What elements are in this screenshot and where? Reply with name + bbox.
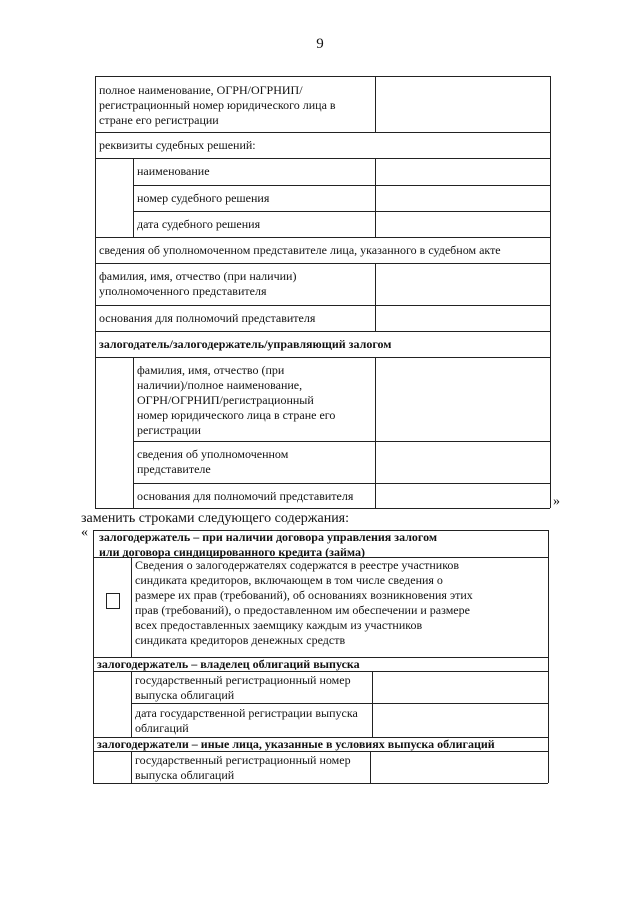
row-divider xyxy=(133,441,550,442)
representative-name-label: фамилия, имя, отчество (при наличии) уполномоченного представителя xyxy=(99,269,297,298)
row-divider xyxy=(95,357,550,358)
pledgor-section-title: залогодатель/залогодержатель/управляющий залогом xyxy=(99,337,392,351)
row-divider xyxy=(95,331,550,332)
pledgor-authority-label: основания для полномочий представителя xyxy=(137,489,354,503)
decision-date-label: дата судебного решения xyxy=(137,217,261,231)
bond-registration-number-label-2: государственный регистрационный номер выпуска облигаций xyxy=(135,753,351,782)
syndicate-title-line1: залогодержатель – при наличии договора управления залогом xyxy=(99,530,438,544)
col-divider xyxy=(131,671,132,737)
authority-basis-label: основания для полномочий представителя xyxy=(99,311,316,325)
pledgor-name-label: фамилия, имя, отчество (при наличии)/полное наименование, ОГРН/ОГРНИП/регистрационный номер юридического лица в стране его регистрации xyxy=(137,363,336,437)
row-divider xyxy=(131,703,548,704)
row-divider xyxy=(95,263,550,264)
full-name-label: полное наименование, ОГРН/ОГРНИП/ регистрационный номер юридического лица в стране его регистрации xyxy=(99,83,336,127)
bondholder-section-title: залогодержатель – владелец облигаций выпуска xyxy=(97,657,360,671)
table1-left-border xyxy=(95,76,96,508)
closing-quote: » xyxy=(553,494,560,509)
table2-bottom-border xyxy=(93,783,548,784)
col-divider xyxy=(370,751,371,783)
syndicate-registry-text: Сведения о залогодержателях содержатся в реестре участников синдиката кредиторов, включающем в том числе сведения о размере их прав (требований), об основаниях возникновения этих прав (требований), о предоставленном им обеспечении и размере всех предоставленных заемщику каждым из участников синдиката кредиторов денежных средств xyxy=(135,558,473,647)
row-divider xyxy=(95,237,550,238)
row-divider xyxy=(133,483,550,484)
other-persons-section-title: залогодержатели – иные лица, указанные в условиях выпуска облигаций xyxy=(97,737,495,751)
page-number: 9 xyxy=(316,36,324,52)
decision-name-label: наименование xyxy=(137,164,210,178)
col-divider xyxy=(375,76,376,132)
syndicate-title-line2: или договора синдицированного кредита (займа) xyxy=(99,545,365,559)
bond-registration-number-label: государственный регистрационный номер выпуска облигаций xyxy=(135,673,351,702)
decision-number-label: номер судебного решения xyxy=(137,191,270,205)
col-divider xyxy=(133,357,134,508)
court-decisions-label: реквизиты судебных решений: xyxy=(99,138,256,152)
col-divider xyxy=(375,357,376,508)
syndicate-checkbox[interactable] xyxy=(106,593,120,609)
bond-registration-date-label: дата государственной регистрации выпуска облигаций xyxy=(135,706,358,735)
table1-right-border xyxy=(550,76,551,508)
col-divider xyxy=(375,158,376,237)
row-divider xyxy=(95,158,550,159)
table2-right-border xyxy=(548,530,549,783)
row-divider xyxy=(133,185,550,186)
replace-instruction: заменить строками следующего содержания: xyxy=(81,511,350,526)
table1-bottom-border xyxy=(95,508,550,509)
table1-top-border xyxy=(95,76,550,77)
col-divider xyxy=(133,158,134,237)
opening-quote: « xyxy=(81,525,88,540)
row-divider xyxy=(95,132,550,133)
col-divider xyxy=(375,263,376,331)
syndicate-section-title xyxy=(99,530,539,560)
col-divider xyxy=(131,751,132,783)
row-divider xyxy=(95,305,550,306)
col-divider xyxy=(131,557,132,657)
col-divider xyxy=(372,671,373,737)
representative-info-label: сведения об уполномоченном представителе лица, указанного в судебном акте xyxy=(99,243,501,257)
pledgor-representative-label: сведения об уполномоченном представителе xyxy=(137,447,289,476)
row-divider xyxy=(133,211,550,212)
